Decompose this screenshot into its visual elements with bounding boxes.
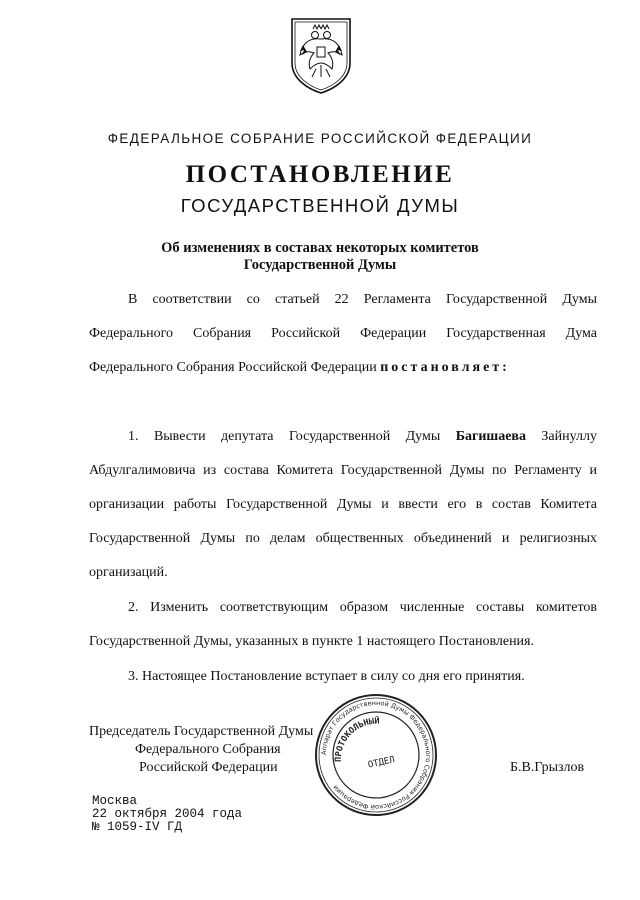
signatory-name: Б.В.Грызлов bbox=[510, 760, 585, 775]
seal-upper-text: ПРОТОКОЛЬНЫЙ bbox=[333, 716, 380, 763]
official-seal-stamp bbox=[313, 692, 439, 818]
issue-city: Москва bbox=[92, 794, 138, 808]
document-footer bbox=[92, 795, 242, 834]
intro-paragraph bbox=[89, 283, 597, 385]
assembly-title: ФЕДЕРАЛЬНОЕ СОБРАНИЕ РОССИЙСКОЙ ФЕДЕРАЦИИ bbox=[107, 131, 533, 146]
item-1-text-pre: Вывести депутата Государственной Думы bbox=[138, 429, 456, 444]
issue-date: 22 октября 2004 года bbox=[92, 807, 243, 821]
list-item-1 bbox=[89, 420, 597, 590]
list-item-2 bbox=[89, 591, 597, 659]
item-2-text: Изменить соответствующим образом численные составы комитетов Государственной Думы, указанных в пункте 1 настоящего Постановления. bbox=[89, 600, 597, 649]
subject-line-2: Государственной Думы bbox=[243, 257, 397, 273]
document-subject bbox=[0, 240, 640, 274]
signatory-title-line-2: Федерального Собрания bbox=[135, 742, 281, 757]
item-3-text: Настоящее Постановление вступает в силу со дня его принятия. bbox=[138, 669, 525, 684]
signatory-title-line-1: Председатель Государственной Думы bbox=[89, 724, 314, 739]
resolves-word: постановляет: bbox=[380, 360, 510, 375]
document-number: № 1059-IV ГД bbox=[92, 820, 183, 834]
item-number-1: 1. bbox=[128, 429, 139, 444]
intro-text: В соответствии со статьей 22 Регламента Государственной Думы Федерального Собрания Российской Федерации Государственная Дума Федерального Собрания Российской Федерации bbox=[89, 292, 597, 375]
subject-line-1: Об изменениях в составах некоторых комитетов bbox=[161, 240, 479, 256]
item-number-2: 2. bbox=[128, 600, 139, 615]
document-issuer: ГОСУДАРСТВЕННОЙ ДУМЫ bbox=[180, 195, 460, 216]
seal-ring-text: Аппарат Государственной Думы Федерального Собрания Российской Федерации bbox=[319, 698, 433, 812]
deputy-surname: Багишаева bbox=[455, 429, 526, 444]
state-emblem-icon bbox=[288, 15, 354, 95]
signatory-title-line-3: Российской Федерации bbox=[139, 760, 278, 775]
item-number-3: 3. bbox=[128, 669, 139, 684]
item-1-text-post: Зайнуллу Абдулгалимовича из состава Комитета Государственной Думы по Регламенту и организации работы Государственной Думы и ввести его в состав Комитета Государственной Думы по делам общественных объединений и религиозных организаций. bbox=[89, 429, 597, 580]
seal-center-text: ОТДЕЛ bbox=[367, 755, 396, 771]
list-item-3 bbox=[89, 660, 597, 694]
document-type-title: ПОСТАНОВЛЕНИЕ bbox=[185, 161, 455, 188]
